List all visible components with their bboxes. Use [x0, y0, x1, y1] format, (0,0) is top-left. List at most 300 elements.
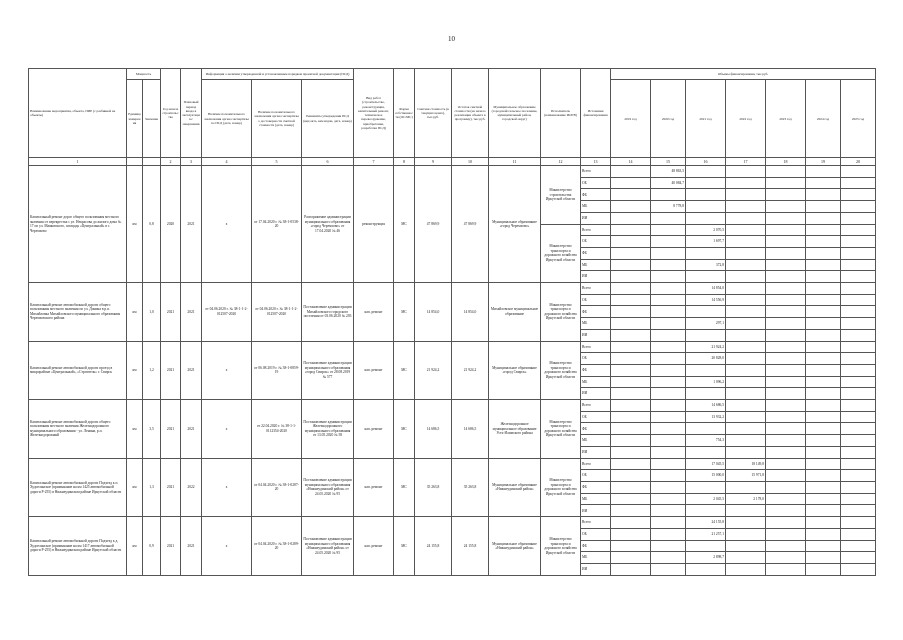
funding-2021: [686, 201, 726, 213]
funding-2019: [611, 294, 651, 306]
project-ownership: МС: [394, 341, 415, 400]
table-row: [29, 458, 876, 470]
column-number-cell: 9: [415, 158, 452, 166]
funding-2025: [841, 517, 876, 529]
funding-2025: [841, 458, 876, 470]
header-year-2023: 2023 год: [766, 80, 806, 158]
funding-source-label: Всего: [581, 166, 611, 178]
funding-source-label: МБ: [581, 376, 611, 388]
project-value: 3,5: [143, 400, 161, 459]
project-pd-approval: Постановление администрации Железнодорожного муниципального образования от 13.05.2020 № 58: [302, 400, 354, 459]
investment-projects-table: [28, 68, 876, 576]
funding-2022: [726, 224, 766, 236]
funding-2022: [726, 411, 766, 423]
funding-source-label: ИИ: [581, 329, 611, 341]
funding-2024: [806, 517, 841, 529]
funding-2021: 15 000,0: [686, 470, 726, 482]
header-year-2021: 2021 год: [686, 80, 726, 158]
funding-source-label: ФБ: [581, 540, 611, 552]
column-number-cell: 11: [489, 158, 541, 166]
funding-2020: [651, 247, 686, 259]
funding-2024: [806, 294, 841, 306]
project-work-type: кап. ремонт: [354, 517, 394, 576]
funding-2023: [766, 189, 806, 201]
project-pd-positive: х: [202, 400, 252, 459]
project-estimated-cost: 35 263,8: [415, 458, 452, 517]
funding-2024: [806, 411, 841, 423]
funding-2023: [766, 201, 806, 213]
funding-2023: [766, 517, 806, 529]
funding-2024: [806, 271, 841, 283]
project-executor: Министерство строительства Иркутской области: [541, 166, 581, 225]
funding-2020: [651, 189, 686, 201]
funding-2019: [611, 177, 651, 189]
funding-2021: 21 257,1: [686, 528, 726, 540]
funding-2019: [611, 224, 651, 236]
column-number-cell: 1: [29, 158, 127, 166]
funding-2024: [806, 247, 841, 259]
funding-2020: [651, 423, 686, 435]
funding-2025: [841, 540, 876, 552]
funding-2019: [611, 552, 651, 564]
funding-2023: [766, 458, 806, 470]
project-recipient: Железнодорожное муниципальное образование Усть-Илимского района: [489, 400, 541, 459]
funding-2024: [806, 376, 841, 388]
funding-2022: [726, 294, 766, 306]
funding-2020: [651, 528, 686, 540]
funding-2020: [651, 458, 686, 470]
funding-2024: [806, 353, 841, 365]
funding-source-label: Всего: [581, 517, 611, 529]
project-pd-cost: от 04.04.2020 г. № 38-1-0289-20: [252, 517, 302, 576]
funding-2025: [841, 306, 876, 318]
funding-2021: [686, 306, 726, 318]
funding-2023: [766, 528, 806, 540]
funding-2024: [806, 177, 841, 189]
funding-source-label: ОБ: [581, 294, 611, 306]
funding-2021: [686, 212, 726, 224]
funding-2025: [841, 493, 876, 505]
column-number-cell: 12: [541, 158, 581, 166]
funding-2023: [766, 505, 806, 517]
funding-2023: [766, 540, 806, 552]
header-pd-approval: Реквизиты утверждения ПСД (вид акта, кем издан, дата, номер): [302, 80, 354, 158]
page-number: 10: [448, 35, 455, 43]
funding-2021: 14 686,5: [686, 400, 726, 412]
column-numbers-row: [29, 158, 876, 166]
funding-2019: [611, 411, 651, 423]
funding-2023: [766, 294, 806, 306]
project-ownership: МС: [394, 400, 415, 459]
funding-2023: [766, 470, 806, 482]
funding-2025: [841, 212, 876, 224]
funding-2023: [766, 353, 806, 365]
funding-2021: [686, 423, 726, 435]
funding-2021: [686, 364, 726, 376]
project-name: Капитальный ремонт автомобильной дороги проезд в микрорайоне «Центральный», «Строитель» г. Свирск: [29, 341, 127, 400]
funding-2022: [726, 259, 766, 271]
header-funding-volume: Объемы финансирования, тыс.руб.: [611, 69, 876, 80]
funding-2024: [806, 224, 841, 236]
funding-2021: 2 045,5: [686, 493, 726, 505]
project-executor: Министерство транспорта и дорожного хозяйства Иркутской области: [541, 458, 581, 517]
funding-source-label: ИИ: [581, 388, 611, 400]
funding-2022: [726, 318, 766, 330]
project-work-type: реконструкция: [354, 166, 394, 283]
funding-2024: [806, 400, 841, 412]
project-ownership: МС: [394, 283, 415, 342]
funding-2021: 297,1: [686, 318, 726, 330]
funding-2019: [611, 318, 651, 330]
funding-2021: [686, 482, 726, 494]
funding-2024: [806, 212, 841, 224]
funding-2022: [726, 247, 766, 259]
funding-2022: [726, 423, 766, 435]
funding-2019: [611, 283, 651, 295]
project-estimated-cost: 14 854,0: [415, 283, 452, 342]
funding-2022: [726, 212, 766, 224]
header-pd-positive: Наличие положительного заключения органа экспертизы по ПСД (дата, номер): [202, 80, 252, 158]
project-ownership: МС: [394, 166, 415, 283]
header-name: Наименование мероприятия, объекта, ПИР (с разбивкой на объекты): [29, 69, 127, 158]
funding-2025: [841, 341, 876, 353]
funding-2023: [766, 283, 806, 295]
project-end-year: 2021: [181, 400, 202, 459]
funding-2021: 1 697,7: [686, 236, 726, 248]
funding-2024: [806, 458, 841, 470]
project-recipient: Муниципальное образование «Нижнеудинский район»: [489, 517, 541, 576]
funding-2024: [806, 201, 841, 213]
funding-2020: 48 863,5: [651, 166, 686, 178]
project-unit: км: [127, 517, 143, 576]
funding-2020: [651, 388, 686, 400]
project-name: Капитальный ремонт автомобильной дороги Подъезд к п. Худоеланское (примыкание на км 1425 автомобильной дороги Р-255) в Нижнеудинском районе Иркутской области: [29, 458, 127, 517]
project-pd-cost: от 04.04.2020 г. № 38-1-0287-20: [252, 458, 302, 517]
funding-2025: [841, 294, 876, 306]
project-recipient: Муниципальное образование «город Черемхово»: [489, 166, 541, 283]
funding-2020: [651, 493, 686, 505]
funding-2023: [766, 388, 806, 400]
project-executor: Министерство транспорта и дорожного хозяйства Иркутской области: [541, 283, 581, 342]
funding-2025: [841, 318, 876, 330]
project-start-year: 2021: [161, 517, 181, 576]
project-estimated-cost: 21 924,2: [415, 341, 452, 400]
funding-source-label: ИИ: [581, 446, 611, 458]
funding-source-label: ОБ: [581, 528, 611, 540]
funding-2019: [611, 236, 651, 248]
funding-2019: [611, 247, 651, 259]
funding-2025: [841, 201, 876, 213]
project-value: 0,9: [143, 517, 161, 576]
funding-2021: 14 854,0: [686, 283, 726, 295]
funding-2025: [841, 376, 876, 388]
project-ownership: МС: [394, 517, 415, 576]
funding-2025: [841, 470, 876, 482]
funding-2020: [651, 294, 686, 306]
project-executor: Министерство транспорта и дорожного хозяйства Иркутской области: [541, 517, 581, 576]
project-value: 1,0: [143, 283, 161, 342]
funding-2023: [766, 224, 806, 236]
funding-2022: [726, 177, 766, 189]
project-estimated-cost: 47 869,9: [415, 166, 452, 283]
header-pd-cost: Наличие положительного заключения органа экспертизы о достоверности сметной стоимости (дата, номер): [252, 80, 302, 158]
funding-source-label: ОБ: [581, 353, 611, 365]
funding-2023: [766, 177, 806, 189]
funding-2023: [766, 341, 806, 353]
funding-source-label: ИИ: [581, 212, 611, 224]
funding-source-label: Всего: [581, 283, 611, 295]
column-number-cell: [143, 158, 161, 166]
funding-2022: [726, 283, 766, 295]
funding-source-label: ОБ: [581, 470, 611, 482]
project-name: Капитальный ремонт автомобильной дороги общего пользования местного значения по ул. Донина в р.п. Михайловка Михайловского муниципального образования Черемховского района: [29, 283, 127, 342]
funding-2021: [686, 247, 726, 259]
header-work-type: Вид работ (строительство, реконструкция, капитальный ремонт, техническое перевооружение, приобретение, разработка ПСД): [354, 69, 394, 158]
funding-2020: [651, 411, 686, 423]
column-number-cell: 5: [252, 158, 302, 166]
project-pd-positive: от 04.06.2020 г. № 38-1-1-2-012507-2020: [202, 283, 252, 342]
funding-2019: [611, 528, 651, 540]
funding-source-label: ОБ: [581, 177, 611, 189]
funding-2019: [611, 212, 651, 224]
column-number-cell: 17: [726, 158, 766, 166]
funding-2023: [766, 423, 806, 435]
project-value: 1,3: [143, 458, 161, 517]
funding-2020: [651, 271, 686, 283]
column-number-cell: 14: [611, 158, 651, 166]
funding-2023: [766, 446, 806, 458]
funding-2019: [611, 189, 651, 201]
funding-2024: [806, 446, 841, 458]
funding-2022: [726, 400, 766, 412]
funding-2022: [726, 482, 766, 494]
funding-source-label: МБ: [581, 259, 611, 271]
funding-2023: [766, 552, 806, 564]
funding-2021: [686, 166, 726, 178]
funding-2025: [841, 364, 876, 376]
column-number-cell: 8: [394, 158, 415, 166]
funding-2020: [651, 318, 686, 330]
project-recipient: Муниципальное образование «Нижнеудинский район»: [489, 458, 541, 517]
funding-2020: [651, 563, 686, 575]
funding-2022: [726, 528, 766, 540]
project-remaining-cost: 14 854,0: [452, 283, 489, 342]
header-year-2022: 2022 год: [726, 80, 766, 158]
funding-source-label: ИИ: [581, 271, 611, 283]
funding-2019: [611, 435, 651, 447]
project-pd-approval: Постановление администрации муниципального образования «Нижнеудинский район» от 24.05.2020 № 95: [302, 517, 354, 576]
header-year-2025: 2025 год: [841, 80, 876, 158]
project-pd-positive: х: [202, 517, 252, 576]
funding-2020: [651, 482, 686, 494]
funding-2023: [766, 318, 806, 330]
funding-2020: [651, 283, 686, 295]
funding-source-label: ФБ: [581, 247, 611, 259]
funding-2025: [841, 505, 876, 517]
funding-2025: [841, 189, 876, 201]
project-unit: км: [127, 458, 143, 517]
funding-source-label: Всего: [581, 341, 611, 353]
project-start-year: 2021: [161, 283, 181, 342]
funding-2023: [766, 212, 806, 224]
funding-2020: [651, 517, 686, 529]
funding-2021: [686, 505, 726, 517]
column-number-cell: 6: [302, 158, 354, 166]
header-year-2019: 2019 год: [611, 80, 651, 158]
project-recipient: Михайловское муниципальное образование: [489, 283, 541, 342]
project-end-year: 2021: [181, 166, 202, 283]
funding-2022: [726, 271, 766, 283]
funding-2022: [726, 376, 766, 388]
header-start-year: Год начала строительства: [161, 69, 181, 158]
funding-2020: [651, 470, 686, 482]
funding-2019: [611, 563, 651, 575]
table-row: [29, 341, 876, 353]
funding-2022: [726, 540, 766, 552]
funding-2021: [686, 329, 726, 341]
project-pd-approval: Постановление администрации муниципального образования «Нижнеудинский район» от 24.05.2020 № 95: [302, 458, 354, 517]
funding-source-label: ФБ: [581, 423, 611, 435]
project-pd-positive: х: [202, 166, 252, 283]
funding-2021: 2 898,7: [686, 552, 726, 564]
project-pd-cost: от 06.08.2019 г. № 38-1-0859-19: [252, 341, 302, 400]
funding-source-label: ФБ: [581, 306, 611, 318]
project-unit: км: [127, 400, 143, 459]
funding-2020: [651, 353, 686, 365]
funding-2021: [686, 446, 726, 458]
project-pd-positive: х: [202, 458, 252, 517]
funding-source-label: ФБ: [581, 482, 611, 494]
funding-2022: [726, 341, 766, 353]
funding-2025: [841, 177, 876, 189]
funding-2025: [841, 271, 876, 283]
funding-2025: [841, 353, 876, 365]
funding-2024: [806, 318, 841, 330]
funding-2024: [806, 435, 841, 447]
project-executor: Министерство транспорта и дорожного хозяйства Иркутской области: [541, 341, 581, 400]
funding-2019: [611, 166, 651, 178]
funding-2023: [766, 364, 806, 376]
funding-2022: [726, 388, 766, 400]
funding-2023: [766, 482, 806, 494]
header-year-2024: 2024 год: [806, 80, 841, 158]
funding-2021: 21 924,2: [686, 341, 726, 353]
funding-2020: [651, 446, 686, 458]
project-remaining-cost: 35 263,8: [452, 458, 489, 517]
funding-2023: [766, 411, 806, 423]
funding-2020: [651, 552, 686, 564]
project-unit: км: [127, 283, 143, 342]
funding-2020: [651, 341, 686, 353]
funding-2022: [726, 236, 766, 248]
funding-2022: [726, 329, 766, 341]
funding-2022: [726, 552, 766, 564]
column-number-cell: 10: [452, 158, 489, 166]
project-executor: Министерство транспорта и дорожного хозяйства Иркутской области: [541, 400, 581, 459]
funding-2020: [651, 376, 686, 388]
funding-2024: [806, 166, 841, 178]
column-number-cell: 13: [581, 158, 611, 166]
funding-2021: [686, 271, 726, 283]
funding-2021: 13 932,2: [686, 411, 726, 423]
funding-2024: [806, 236, 841, 248]
funding-source-label: ФБ: [581, 364, 611, 376]
funding-2021: 24 155,8: [686, 517, 726, 529]
funding-2025: [841, 423, 876, 435]
funding-2019: [611, 540, 651, 552]
funding-2023: [766, 563, 806, 575]
project-estimated-cost: 14 686,5: [415, 400, 452, 459]
funding-2024: [806, 189, 841, 201]
funding-2025: [841, 388, 876, 400]
funding-2019: [611, 201, 651, 213]
project-pd-approval: Постановление администрации Михайловского городского поселения от 03.06.2020 № 203: [302, 283, 354, 342]
funding-2025: [841, 283, 876, 295]
column-number-cell: 20: [841, 158, 876, 166]
funding-2024: [806, 283, 841, 295]
funding-2022: [726, 189, 766, 201]
funding-2019: [611, 376, 651, 388]
header-ownership: Форма собственности (ОС/МС): [394, 69, 415, 158]
funding-2024: [806, 388, 841, 400]
column-number-cell: 2: [161, 158, 181, 166]
funding-2022: 2 178,0: [726, 493, 766, 505]
funding-2019: [611, 353, 651, 365]
funding-2022: 18 149,8: [726, 458, 766, 470]
funding-2025: [841, 552, 876, 564]
project-remaining-cost: 14 686,5: [452, 400, 489, 459]
header-value: Значение: [143, 80, 161, 158]
funding-2020: [651, 364, 686, 376]
funding-2023: [766, 236, 806, 248]
funding-2020: [651, 212, 686, 224]
project-recipient: Муниципальное образование «город Свирск»: [489, 341, 541, 400]
header-recipient: Муниципальное образование (городской/сельское поселение, муниципальный район, городской округ): [489, 69, 541, 158]
column-number-cell: 18: [766, 158, 806, 166]
funding-source-label: МБ: [581, 318, 611, 330]
project-work-type: кап. ремонт: [354, 458, 394, 517]
funding-2025: [841, 411, 876, 423]
project-start-year: 2021: [161, 341, 181, 400]
header-year-2020: 2020 год: [651, 80, 686, 158]
funding-2025: [841, 435, 876, 447]
funding-2019: [611, 482, 651, 494]
header-remaining-cost: Остаток сметной стоимости (на начало реализации объекта в программу), тыс.руб.: [452, 69, 489, 158]
funding-source-label: МБ: [581, 552, 611, 564]
project-end-year: 2021: [181, 341, 202, 400]
funding-source-label: Всего: [581, 400, 611, 412]
funding-2019: [611, 423, 651, 435]
column-number-cell: 4: [202, 158, 252, 166]
funding-source-label: Всего: [581, 458, 611, 470]
project-end-year: 2021: [181, 283, 202, 342]
table-row: [29, 400, 876, 412]
project-pd-approval: Постановление администрации муниципального образования «город Свирск» от 28.08.2019 № 577: [302, 341, 354, 400]
project-pd-cost: от 04.06.2020 г. № 38-1-1-2-012507-2020: [252, 283, 302, 342]
funding-2021: 17 045,5: [686, 458, 726, 470]
project-name: Капитальный ремонт автомобильной дороги общего пользования местного значения Железнодорожного муниципального образования - ул. Ленина, р.п. Железнодорожный: [29, 400, 127, 459]
funding-2021: 20 828,0: [686, 353, 726, 365]
funding-2021: [686, 177, 726, 189]
funding-2022: [726, 563, 766, 575]
funding-2025: [841, 224, 876, 236]
funding-2019: [611, 470, 651, 482]
project-pd-cost: от 22.04.2020 г. № 38-1-1-0112354-2020: [252, 400, 302, 459]
funding-source-label: ФБ: [581, 189, 611, 201]
funding-2025: [841, 247, 876, 259]
column-number-cell: 7: [354, 158, 394, 166]
funding-2020: [651, 306, 686, 318]
